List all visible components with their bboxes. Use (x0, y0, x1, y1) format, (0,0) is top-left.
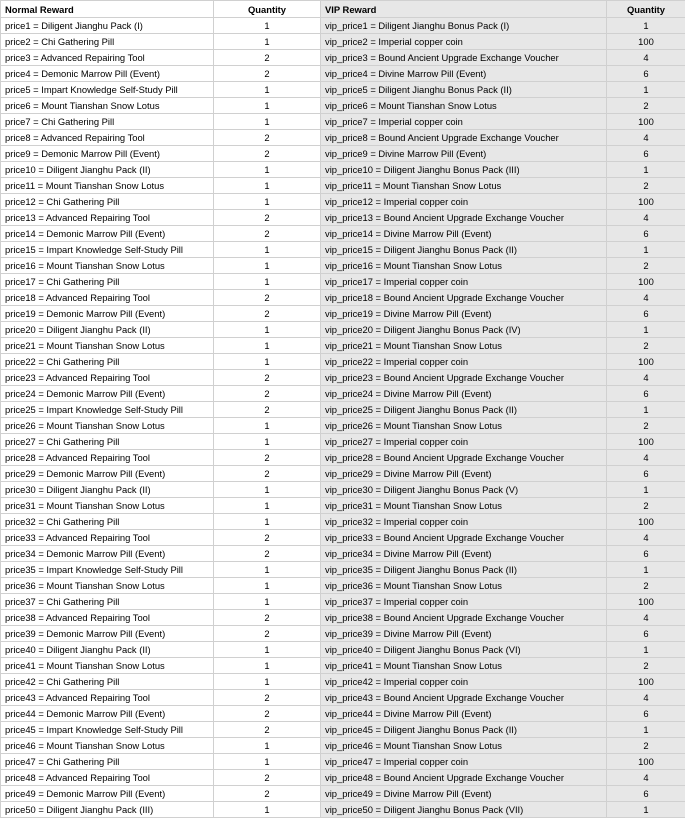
quantity-cell[interactable]: 1 (214, 338, 321, 354)
table-row (1, 274, 685, 290)
vip-reward-cell[interactable]: vip_price48 = Bound Ancient Upgrade Exchange Voucher (321, 770, 607, 786)
vip-quantity-cell[interactable]: 100 (607, 194, 685, 210)
normal-reward-cell[interactable]: price36 = Mount Tianshan Snow Lotus (1, 578, 214, 594)
vip-reward-cell[interactable]: vip_price4 = Divine Marrow Pill (Event) (321, 66, 607, 82)
vip-quantity-cell[interactable]: 2 (607, 98, 685, 114)
vip-quantity-cell[interactable]: 100 (607, 434, 685, 450)
vip-quantity-cell[interactable]: 100 (607, 114, 685, 130)
table-row (1, 690, 685, 706)
table-row (1, 514, 685, 530)
normal-reward-cell[interactable]: price8 = Advanced Repairing Tool (1, 130, 214, 146)
vip-quantity-cell[interactable]: 1 (607, 562, 685, 578)
vip-reward-cell[interactable]: vip_price11 = Mount Tianshan Snow Lotus (321, 178, 607, 194)
vip-quantity-cell[interactable]: 6 (607, 626, 685, 642)
quantity-cell[interactable]: 1 (214, 82, 321, 98)
normal-reward-cell[interactable]: price50 = Diligent Jianghu Pack (III) (1, 802, 214, 818)
table-row (1, 370, 685, 386)
vip-reward-cell[interactable]: vip_price15 = Diligent Jianghu Bonus Pack (II) (321, 242, 607, 258)
quantity-cell[interactable]: 2 (214, 66, 321, 82)
vip-quantity-cell[interactable]: 1 (607, 162, 685, 178)
table-row (1, 18, 685, 34)
normal-reward-cell[interactable]: price1 = Diligent Jianghu Pack (I) (1, 18, 214, 34)
normal-reward-cell[interactable]: price35 = Impart Knowledge Self-Study Pill (1, 562, 214, 578)
vip-quantity-cell[interactable]: 1 (607, 82, 685, 98)
normal-reward-cell[interactable]: price7 = Chi Gathering Pill (1, 114, 214, 130)
table-row (1, 626, 685, 642)
vip-reward-cell[interactable]: vip_price46 = Mount Tianshan Snow Lotus (321, 738, 607, 754)
vip-reward-cell[interactable]: vip_price17 = Imperial copper coin (321, 274, 607, 290)
normal-reward-cell[interactable]: price2 = Chi Gathering Pill (1, 34, 214, 50)
quantity-header[interactable]: Quantity (214, 1, 321, 18)
quantity-cell[interactable]: 1 (214, 354, 321, 370)
vip-quantity-cell[interactable]: 6 (607, 226, 685, 242)
normal-reward-cell[interactable]: price33 = Advanced Repairing Tool (1, 530, 214, 546)
quantity-cell[interactable]: 1 (214, 162, 321, 178)
quantity-cell[interactable]: 1 (214, 258, 321, 274)
vip-quantity-cell[interactable]: 2 (607, 258, 685, 274)
vip-reward-cell[interactable]: vip_price13 = Bound Ancient Upgrade Exchange Voucher (321, 210, 607, 226)
normal-reward-cell[interactable]: price30 = Diligent Jianghu Pack (II) (1, 482, 214, 498)
quantity-cell[interactable]: 2 (214, 770, 321, 786)
vip-quantity-cell[interactable]: 100 (607, 34, 685, 50)
vip-reward-cell[interactable]: vip_price9 = Divine Marrow Pill (Event) (321, 146, 607, 162)
quantity-cell[interactable]: 1 (214, 642, 321, 658)
vip-reward-cell[interactable]: vip_price30 = Diligent Jianghu Bonus Pack (V) (321, 482, 607, 498)
vip-quantity-cell[interactable]: 4 (607, 530, 685, 546)
quantity-cell[interactable]: 1 (214, 498, 321, 514)
vip-quantity-cell[interactable]: 100 (607, 674, 685, 690)
normal-reward-cell[interactable]: price43 = Advanced Repairing Tool (1, 690, 214, 706)
normal-reward-cell[interactable]: price19 = Demonic Marrow Pill (Event) (1, 306, 214, 322)
vip-reward-cell[interactable]: vip_price2 = Imperial copper coin (321, 34, 607, 50)
quantity-cell[interactable]: 2 (214, 706, 321, 722)
vip-reward-cell[interactable]: vip_price44 = Divine Marrow Pill (Event) (321, 706, 607, 722)
vip-reward-cell[interactable]: vip_price20 = Diligent Jianghu Bonus Pack (IV) (321, 322, 607, 338)
quantity-cell[interactable]: 2 (214, 210, 321, 226)
vip-reward-cell[interactable]: vip_price22 = Imperial copper coin (321, 354, 607, 370)
vip-reward-cell[interactable]: vip_price1 = Diligent Jianghu Bonus Pack (I) (321, 18, 607, 34)
vip-quantity-cell[interactable]: 1 (607, 642, 685, 658)
table-row (1, 114, 685, 130)
quantity-cell[interactable]: 2 (214, 530, 321, 546)
table-row (1, 770, 685, 786)
normal-reward-cell[interactable]: price24 = Demonic Marrow Pill (Event) (1, 386, 214, 402)
table-row (1, 722, 685, 738)
normal-reward-cell[interactable]: price5 = Impart Knowledge Self-Study Pill (1, 82, 214, 98)
normal-reward-cell[interactable]: price45 = Impart Knowledge Self-Study Pill (1, 722, 214, 738)
vip-reward-cell[interactable]: vip_price25 = Diligent Jianghu Bonus Pack (II) (321, 402, 607, 418)
table-row (1, 786, 685, 802)
table-row (1, 802, 685, 818)
normal-reward-cell[interactable]: price42 = Chi Gathering Pill (1, 674, 214, 690)
vip-quantity-cell[interactable]: 1 (607, 402, 685, 418)
table-row (1, 562, 685, 578)
quantity-cell[interactable]: 2 (214, 290, 321, 306)
vip-quantity-cell[interactable]: 1 (607, 322, 685, 338)
vip-quantity-cell[interactable]: 6 (607, 466, 685, 482)
normal-reward-cell[interactable]: price4 = Demonic Marrow Pill (Event) (1, 66, 214, 82)
quantity-cell[interactable]: 1 (214, 34, 321, 50)
normal-reward-cell[interactable]: price16 = Mount Tianshan Snow Lotus (1, 258, 214, 274)
quantity-cell[interactable]: 1 (214, 514, 321, 530)
table-row (1, 386, 685, 402)
vip-reward-cell[interactable]: vip_price42 = Imperial copper coin (321, 674, 607, 690)
vip-reward-cell[interactable]: vip_price26 = Mount Tianshan Snow Lotus (321, 418, 607, 434)
vip-reward-cell[interactable]: vip_price3 = Bound Ancient Upgrade Exchange Voucher (321, 50, 607, 66)
quantity-cell[interactable]: 1 (214, 322, 321, 338)
vip-reward-cell[interactable]: vip_price43 = Bound Ancient Upgrade Exchange Voucher (321, 690, 607, 706)
table-row (1, 130, 685, 146)
quantity-cell[interactable]: 1 (214, 194, 321, 210)
quantity-cell[interactable]: 1 (214, 738, 321, 754)
table-row (1, 178, 685, 194)
normal-reward-cell[interactable]: price31 = Mount Tianshan Snow Lotus (1, 498, 214, 514)
quantity-cell[interactable]: 2 (214, 50, 321, 66)
vip-quantity-cell[interactable]: 4 (607, 210, 685, 226)
vip-reward-cell[interactable]: vip_price21 = Mount Tianshan Snow Lotus (321, 338, 607, 354)
table-row (1, 418, 685, 434)
table-row (1, 610, 685, 626)
vip-quantity-cell[interactable]: 6 (607, 146, 685, 162)
vip-reward-cell[interactable]: vip_price23 = Bound Ancient Upgrade Exchange Voucher (321, 370, 607, 386)
vip-reward-cell[interactable]: vip_price18 = Bound Ancient Upgrade Exchange Voucher (321, 290, 607, 306)
reward-rows (1, 18, 685, 818)
quantity-cell[interactable]: 1 (214, 98, 321, 114)
vip-reward-cell[interactable]: vip_price31 = Mount Tianshan Snow Lotus (321, 498, 607, 514)
vip-reward-cell[interactable]: vip_price29 = Divine Marrow Pill (Event) (321, 466, 607, 482)
quantity-cell[interactable]: 1 (214, 418, 321, 434)
table-row (1, 322, 685, 338)
vip-quantity-cell[interactable]: 100 (607, 354, 685, 370)
vip-reward-cell[interactable]: vip_price24 = Divine Marrow Pill (Event) (321, 386, 607, 402)
vip-quantity-cell[interactable]: 4 (607, 610, 685, 626)
quantity-cell[interactable]: 2 (214, 610, 321, 626)
vip-reward-cell[interactable]: vip_price50 = Diligent Jianghu Bonus Pack (VII) (321, 802, 607, 818)
vip-quantity-cell[interactable]: 6 (607, 306, 685, 322)
quantity-cell[interactable]: 1 (214, 434, 321, 450)
table-row (1, 546, 685, 562)
vip-quantity-header[interactable]: Quantity (607, 1, 685, 18)
quantity-cell[interactable]: 2 (214, 722, 321, 738)
table-row (1, 50, 685, 66)
quantity-cell[interactable]: 1 (214, 658, 321, 674)
quantity-cell[interactable]: 2 (214, 386, 321, 402)
quantity-cell[interactable]: 1 (214, 674, 321, 690)
vip-reward-cell[interactable]: vip_price10 = Diligent Jianghu Bonus Pack (III) (321, 162, 607, 178)
vip-reward-cell[interactable]: vip_price7 = Imperial copper coin (321, 114, 607, 130)
normal-reward-cell[interactable]: price22 = Chi Gathering Pill (1, 354, 214, 370)
vip-quantity-cell[interactable]: 2 (607, 658, 685, 674)
vip-reward-cell[interactable]: vip_price33 = Bound Ancient Upgrade Exchange Voucher (321, 530, 607, 546)
vip-quantity-cell[interactable]: 2 (607, 338, 685, 354)
vip-quantity-cell[interactable]: 1 (607, 722, 685, 738)
table-row (1, 738, 685, 754)
table-row (1, 642, 685, 658)
table-row (1, 34, 685, 50)
header-row (1, 1, 685, 18)
normal-reward-cell[interactable]: price34 = Demonic Marrow Pill (Event) (1, 546, 214, 562)
normal-reward-cell[interactable]: price11 = Mount Tianshan Snow Lotus (1, 178, 214, 194)
table-row (1, 674, 685, 690)
vip-reward-cell[interactable]: vip_price5 = Diligent Jianghu Bonus Pack (II) (321, 82, 607, 98)
table-row (1, 98, 685, 114)
vip-quantity-cell[interactable]: 4 (607, 370, 685, 386)
normal-reward-cell[interactable]: price37 = Chi Gathering Pill (1, 594, 214, 610)
vip-reward-cell[interactable]: vip_price47 = Imperial copper coin (321, 754, 607, 770)
normal-reward-cell[interactable]: price9 = Demonic Marrow Pill (Event) (1, 146, 214, 162)
quantity-cell[interactable]: 2 (214, 146, 321, 162)
normal-reward-cell[interactable]: price27 = Chi Gathering Pill (1, 434, 214, 450)
vip-reward-header[interactable]: VIP Reward (321, 1, 607, 18)
table-row (1, 242, 685, 258)
vip-quantity-cell[interactable]: 100 (607, 754, 685, 770)
table-row (1, 306, 685, 322)
table-row (1, 530, 685, 546)
normal-reward-cell[interactable]: price47 = Chi Gathering Pill (1, 754, 214, 770)
quantity-cell[interactable]: 1 (214, 578, 321, 594)
quantity-cell[interactable]: 1 (214, 242, 321, 258)
quantity-cell[interactable]: 2 (214, 306, 321, 322)
table-row (1, 754, 685, 770)
vip-reward-cell[interactable]: vip_price8 = Bound Ancient Upgrade Exchange Voucher (321, 130, 607, 146)
vip-quantity-cell[interactable]: 6 (607, 546, 685, 562)
table-row (1, 354, 685, 370)
table-row (1, 466, 685, 482)
vip-quantity-cell[interactable]: 1 (607, 242, 685, 258)
vip-quantity-cell[interactable]: 2 (607, 738, 685, 754)
vip-quantity-cell[interactable]: 2 (607, 178, 685, 194)
table-row (1, 226, 685, 242)
normal-reward-cell[interactable]: price6 = Mount Tianshan Snow Lotus (1, 98, 214, 114)
normal-reward-cell[interactable]: price32 = Chi Gathering Pill (1, 514, 214, 530)
vip-quantity-cell[interactable]: 100 (607, 594, 685, 610)
normal-reward-cell[interactable]: price46 = Mount Tianshan Snow Lotus (1, 738, 214, 754)
table-row (1, 482, 685, 498)
table-row (1, 146, 685, 162)
vip-quantity-cell[interactable]: 2 (607, 418, 685, 434)
vip-reward-cell[interactable]: vip_price39 = Divine Marrow Pill (Event) (321, 626, 607, 642)
table-row (1, 578, 685, 594)
normal-reward-cell[interactable]: price18 = Advanced Repairing Tool (1, 290, 214, 306)
normal-reward-cell[interactable]: price39 = Demonic Marrow Pill (Event) (1, 626, 214, 642)
quantity-cell[interactable]: 2 (214, 786, 321, 802)
quantity-cell[interactable]: 1 (214, 18, 321, 34)
quantity-cell[interactable]: 2 (214, 626, 321, 642)
normal-reward-cell[interactable]: price40 = Diligent Jianghu Pack (II) (1, 642, 214, 658)
quantity-cell[interactable]: 1 (214, 594, 321, 610)
normal-reward-cell[interactable]: price38 = Advanced Repairing Tool (1, 610, 214, 626)
normal-reward-cell[interactable]: price48 = Advanced Repairing Tool (1, 770, 214, 786)
vip-quantity-cell[interactable]: 4 (607, 50, 685, 66)
quantity-cell[interactable]: 2 (214, 690, 321, 706)
normal-reward-cell[interactable]: price49 = Demonic Marrow Pill (Event) (1, 786, 214, 802)
normal-reward-cell[interactable]: price14 = Demonic Marrow Pill (Event) (1, 226, 214, 242)
normal-reward-cell[interactable]: price44 = Demonic Marrow Pill (Event) (1, 706, 214, 722)
quantity-cell[interactable]: 2 (214, 450, 321, 466)
table-row (1, 162, 685, 178)
table-row (1, 594, 685, 610)
vip-reward-cell[interactable]: vip_price38 = Bound Ancient Upgrade Exchange Voucher (321, 610, 607, 626)
quantity-cell[interactable]: 1 (214, 114, 321, 130)
vip-quantity-cell[interactable]: 4 (607, 290, 685, 306)
quantity-cell[interactable]: 1 (214, 754, 321, 770)
table-row (1, 194, 685, 210)
table-row (1, 434, 685, 450)
table-row (1, 210, 685, 226)
quantity-cell[interactable]: 1 (214, 802, 321, 818)
vip-quantity-cell[interactable]: 1 (607, 18, 685, 34)
quantity-cell[interactable]: 1 (214, 562, 321, 578)
vip-reward-cell[interactable]: vip_price45 = Diligent Jianghu Bonus Pack (II) (321, 722, 607, 738)
vip-quantity-cell[interactable]: 2 (607, 498, 685, 514)
normal-reward-cell[interactable]: price13 = Advanced Repairing Tool (1, 210, 214, 226)
normal-reward-cell[interactable]: price10 = Diligent Jianghu Pack (II) (1, 162, 214, 178)
normal-reward-cell[interactable]: price21 = Mount Tianshan Snow Lotus (1, 338, 214, 354)
vip-reward-cell[interactable]: vip_price32 = Imperial copper coin (321, 514, 607, 530)
quantity-cell[interactable]: 2 (214, 226, 321, 242)
vip-quantity-cell[interactable]: 6 (607, 786, 685, 802)
vip-reward-cell[interactable]: vip_price35 = Diligent Jianghu Bonus Pack (II) (321, 562, 607, 578)
vip-quantity-cell[interactable]: 6 (607, 66, 685, 82)
table-row (1, 402, 685, 418)
vip-quantity-cell[interactable]: 1 (607, 802, 685, 818)
vip-reward-cell[interactable]: vip_price40 = Diligent Jianghu Bonus Pack (VI) (321, 642, 607, 658)
normal-reward-cell[interactable]: price29 = Demonic Marrow Pill (Event) (1, 466, 214, 482)
quantity-cell[interactable]: 2 (214, 402, 321, 418)
vip-reward-cell[interactable]: vip_price41 = Mount Tianshan Snow Lotus (321, 658, 607, 674)
normal-reward-cell[interactable]: price12 = Chi Gathering Pill (1, 194, 214, 210)
vip-reward-cell[interactable]: vip_price34 = Divine Marrow Pill (Event) (321, 546, 607, 562)
quantity-cell[interactable]: 2 (214, 546, 321, 562)
table-row (1, 658, 685, 674)
normal-reward-cell[interactable]: price26 = Mount Tianshan Snow Lotus (1, 418, 214, 434)
table-row (1, 82, 685, 98)
vip-reward-cell[interactable]: vip_price36 = Mount Tianshan Snow Lotus (321, 578, 607, 594)
normal-reward-cell[interactable]: price17 = Chi Gathering Pill (1, 274, 214, 290)
table-row (1, 450, 685, 466)
vip-reward-cell[interactable]: vip_price19 = Divine Marrow Pill (Event) (321, 306, 607, 322)
vip-quantity-cell[interactable]: 2 (607, 578, 685, 594)
vip-reward-cell[interactable]: vip_price14 = Divine Marrow Pill (Event) (321, 226, 607, 242)
normal-reward-header[interactable]: Normal Reward (1, 1, 214, 18)
normal-reward-cell[interactable]: price28 = Advanced Repairing Tool (1, 450, 214, 466)
table-row (1, 338, 685, 354)
vip-quantity-cell[interactable]: 1 (607, 482, 685, 498)
vip-reward-cell[interactable]: vip_price6 = Mount Tianshan Snow Lotus (321, 98, 607, 114)
vip-quantity-cell[interactable]: 6 (607, 386, 685, 402)
quantity-cell[interactable]: 1 (214, 274, 321, 290)
vip-reward-cell[interactable]: vip_price49 = Divine Marrow Pill (Event) (321, 786, 607, 802)
vip-quantity-cell[interactable]: 100 (607, 274, 685, 290)
table-row (1, 258, 685, 274)
vip-quantity-cell[interactable]: 4 (607, 690, 685, 706)
vip-quantity-cell[interactable]: 6 (607, 706, 685, 722)
vip-quantity-cell[interactable]: 4 (607, 450, 685, 466)
vip-quantity-cell[interactable]: 4 (607, 130, 685, 146)
vip-reward-cell[interactable]: vip_price16 = Mount Tianshan Snow Lotus (321, 258, 607, 274)
vip-reward-cell[interactable]: vip_price27 = Imperial copper coin (321, 434, 607, 450)
normal-reward-cell[interactable]: price20 = Diligent Jianghu Pack (II) (1, 322, 214, 338)
table-row (1, 290, 685, 306)
vip-reward-cell[interactable]: vip_price12 = Imperial copper coin (321, 194, 607, 210)
quantity-cell[interactable]: 1 (214, 178, 321, 194)
table-row (1, 66, 685, 82)
quantity-cell[interactable]: 2 (214, 370, 321, 386)
table-row (1, 706, 685, 722)
table-row (1, 498, 685, 514)
quantity-cell[interactable]: 2 (214, 130, 321, 146)
vip-quantity-cell[interactable]: 4 (607, 770, 685, 786)
quantity-cell[interactable]: 1 (214, 482, 321, 498)
normal-reward-cell[interactable]: price15 = Impart Knowledge Self-Study Pill (1, 242, 214, 258)
quantity-cell[interactable]: 2 (214, 466, 321, 482)
normal-reward-cell[interactable]: price3 = Advanced Repairing Tool (1, 50, 214, 66)
vip-quantity-cell[interactable]: 100 (607, 514, 685, 530)
normal-reward-cell[interactable]: price23 = Advanced Repairing Tool (1, 370, 214, 386)
vip-reward-cell[interactable]: vip_price28 = Bound Ancient Upgrade Exchange Voucher (321, 450, 607, 466)
normal-reward-cell[interactable]: price41 = Mount Tianshan Snow Lotus (1, 658, 214, 674)
normal-reward-cell[interactable]: price25 = Impart Knowledge Self-Study Pill (1, 402, 214, 418)
vip-reward-cell[interactable]: vip_price37 = Imperial copper coin (321, 594, 607, 610)
